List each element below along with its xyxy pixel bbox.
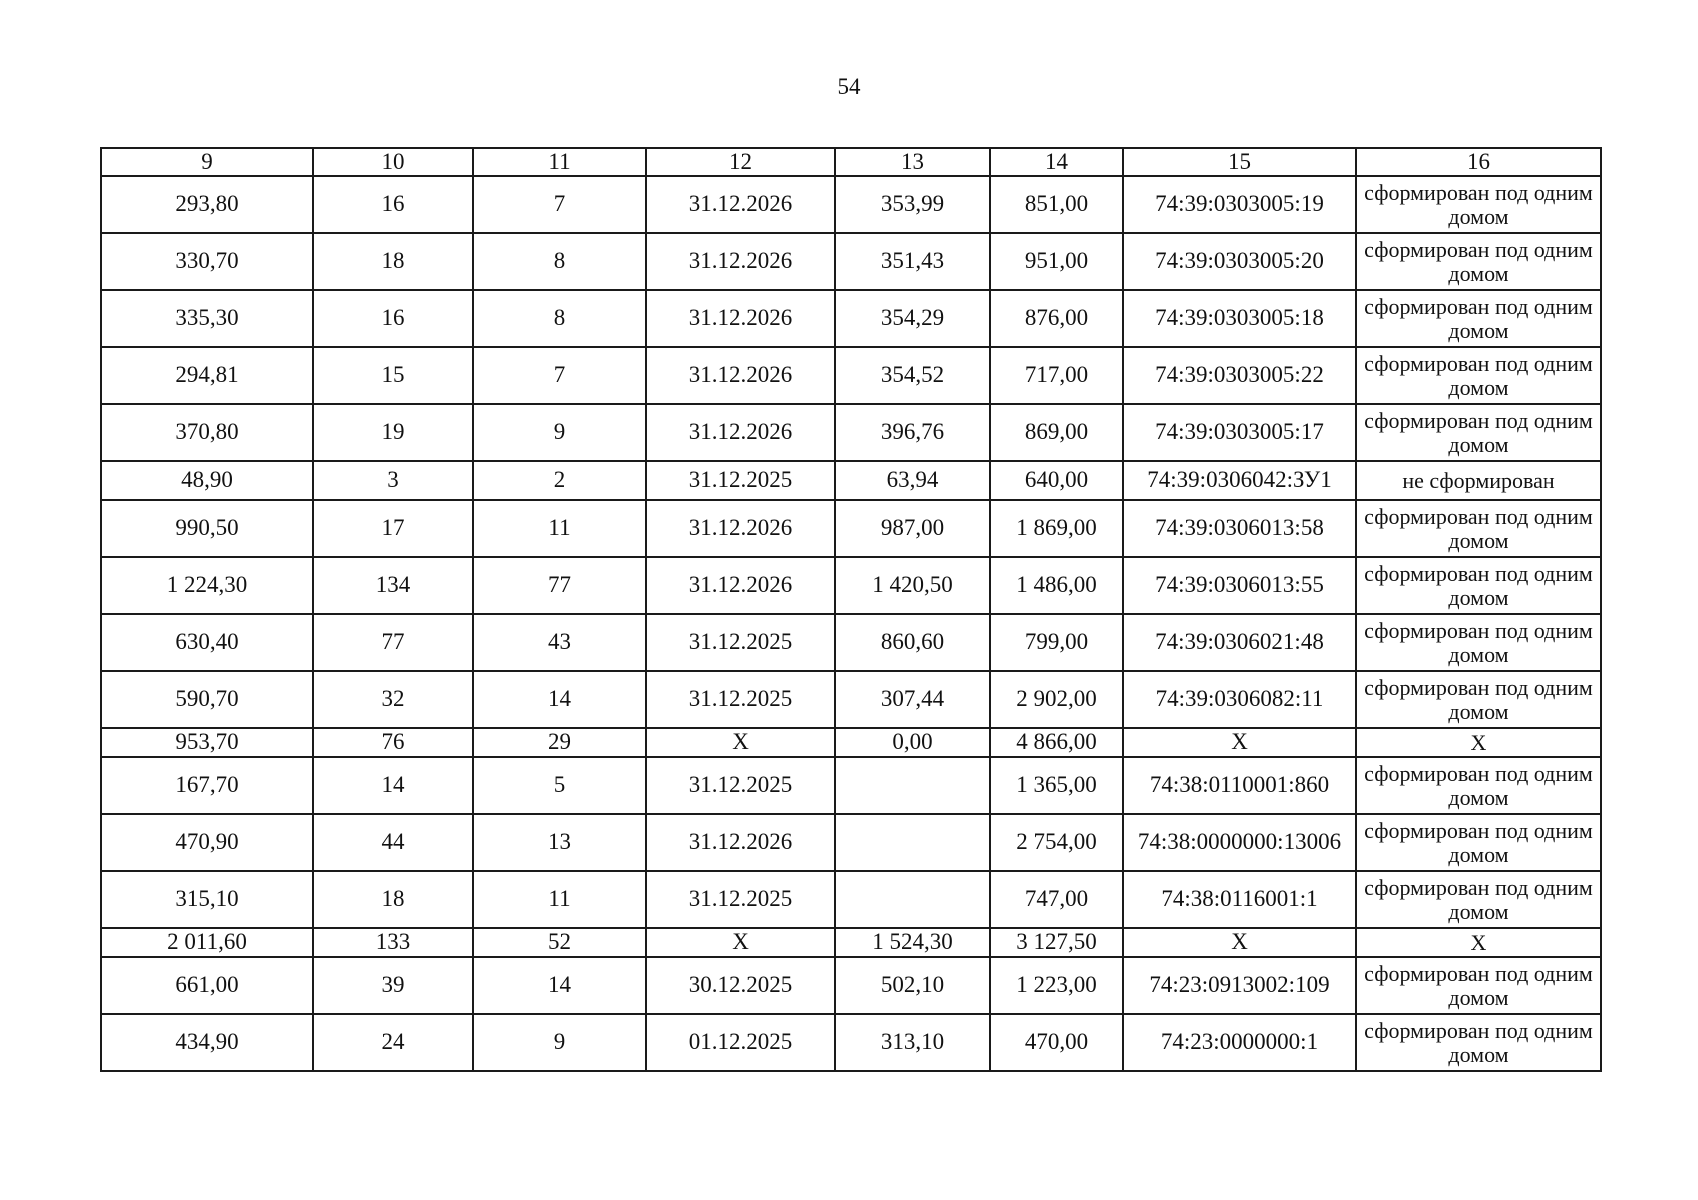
cell-col-13: 987,00 (835, 500, 990, 557)
cell-col-9: 470,90 (101, 814, 313, 871)
cell-col-11: 8 (473, 290, 646, 347)
cell-col-11: 29 (473, 728, 646, 757)
cell-col-11: 14 (473, 957, 646, 1014)
cell-col-11: 52 (473, 928, 646, 957)
table-row (101, 557, 1601, 614)
cell-col-12: 01.12.2025 (646, 1014, 835, 1071)
cell-col-13: 860,60 (835, 614, 990, 671)
cell-col-12: Х (646, 928, 835, 957)
cell-col-12: 31.12.2026 (646, 233, 835, 290)
cell-col-14: 3 127,50 (990, 928, 1123, 957)
cell-col-9: 330,70 (101, 233, 313, 290)
cell-col-16: сформирован под одним домом (1356, 500, 1601, 557)
cell-col-9: 434,90 (101, 1014, 313, 1071)
column-header-12: 12 (646, 148, 835, 176)
header-row (101, 148, 1601, 176)
table-row (101, 1014, 1601, 1071)
cell-col-15: 74:39:0303005:22 (1123, 347, 1356, 404)
cell-col-15: 74:39:0306013:55 (1123, 557, 1356, 614)
table-row (101, 290, 1601, 347)
cell-col-13: 396,76 (835, 404, 990, 461)
cell-col-11: 5 (473, 757, 646, 814)
data-table (100, 147, 1602, 1072)
cell-col-16: не сформирован (1356, 461, 1601, 500)
cell-col-10: 134 (313, 557, 473, 614)
cell-col-9: 2 011,60 (101, 928, 313, 957)
cell-col-13: 1 524,30 (835, 928, 990, 957)
table-header (101, 148, 1601, 176)
cell-col-14: 640,00 (990, 461, 1123, 500)
cell-col-10: 32 (313, 671, 473, 728)
cell-col-11: 43 (473, 614, 646, 671)
cell-col-10: 133 (313, 928, 473, 957)
cell-col-13: 0,00 (835, 728, 990, 757)
cell-col-16: сформирован под одним домом (1356, 671, 1601, 728)
column-header-9: 9 (101, 148, 313, 176)
cell-col-13 (835, 757, 990, 814)
cell-col-15: 74:38:0116001:1 (1123, 871, 1356, 928)
cell-col-9: 1 224,30 (101, 557, 313, 614)
cell-col-12: 31.12.2026 (646, 404, 835, 461)
table-body (101, 176, 1601, 1071)
cell-col-14: 799,00 (990, 614, 1123, 671)
table-row (101, 404, 1601, 461)
column-header-15: 15 (1123, 148, 1356, 176)
cell-col-14: 951,00 (990, 233, 1123, 290)
cell-col-10: 14 (313, 757, 473, 814)
cell-col-13: 353,99 (835, 176, 990, 233)
table-row (101, 957, 1601, 1014)
cell-col-10: 18 (313, 871, 473, 928)
cell-col-9: 661,00 (101, 957, 313, 1014)
cell-col-9: 167,70 (101, 757, 313, 814)
cell-col-14: 1 486,00 (990, 557, 1123, 614)
cell-col-10: 39 (313, 957, 473, 1014)
table-row (101, 500, 1601, 557)
cell-col-9: 370,80 (101, 404, 313, 461)
cell-col-14: 1 869,00 (990, 500, 1123, 557)
cell-col-9: 953,70 (101, 728, 313, 757)
cell-col-12: 31.12.2026 (646, 347, 835, 404)
cell-col-9: 335,30 (101, 290, 313, 347)
cell-col-10: 77 (313, 614, 473, 671)
cell-col-9: 590,70 (101, 671, 313, 728)
cell-col-9: 293,80 (101, 176, 313, 233)
cell-col-13: 354,29 (835, 290, 990, 347)
cell-col-10: 16 (313, 176, 473, 233)
cell-col-15: 74:39:0306021:48 (1123, 614, 1356, 671)
cell-col-9: 990,50 (101, 500, 313, 557)
cell-col-15: 74:39:0303005:20 (1123, 233, 1356, 290)
cell-col-10: 44 (313, 814, 473, 871)
cell-col-15: Х (1123, 728, 1356, 757)
cell-col-9: 315,10 (101, 871, 313, 928)
cell-col-13: 354,52 (835, 347, 990, 404)
cell-col-15: 74:39:0303005:19 (1123, 176, 1356, 233)
cell-col-12: 31.12.2025 (646, 871, 835, 928)
cell-col-16: сформирован под одним домом (1356, 871, 1601, 928)
cell-col-11: 9 (473, 404, 646, 461)
cell-col-12: Х (646, 728, 835, 757)
cell-col-14: 2 902,00 (990, 671, 1123, 728)
cell-col-15: 74:39:0303005:17 (1123, 404, 1356, 461)
cell-col-13: 63,94 (835, 461, 990, 500)
column-header-14: 14 (990, 148, 1123, 176)
cell-col-16: Х (1356, 928, 1601, 957)
cell-col-15: 74:39:0306082:11 (1123, 671, 1356, 728)
cell-col-13: 307,44 (835, 671, 990, 728)
cell-col-12: 31.12.2026 (646, 814, 835, 871)
cell-col-14: 717,00 (990, 347, 1123, 404)
cell-col-11: 14 (473, 671, 646, 728)
cell-col-15: 74:23:0913002:109 (1123, 957, 1356, 1014)
cell-col-12: 31.12.2025 (646, 671, 835, 728)
cell-col-15: 74:38:0000000:13006 (1123, 814, 1356, 871)
page-number: 54 (837, 74, 861, 99)
column-header-10: 10 (313, 148, 473, 176)
cell-col-16: сформирован под одним домом (1356, 233, 1601, 290)
cell-col-13 (835, 814, 990, 871)
cell-col-10: 24 (313, 1014, 473, 1071)
cell-col-15: 74:23:0000000:1 (1123, 1014, 1356, 1071)
cell-col-14: 4 866,00 (990, 728, 1123, 757)
cell-col-11: 9 (473, 1014, 646, 1071)
cell-col-16: сформирован под одним домом (1356, 757, 1601, 814)
table-row (101, 757, 1601, 814)
cell-col-12: 31.12.2026 (646, 176, 835, 233)
cell-col-16: сформирован под одним домом (1356, 290, 1601, 347)
cell-col-16: сформирован под одним домом (1356, 614, 1601, 671)
cell-col-16: сформирован под одним домом (1356, 176, 1601, 233)
cell-col-14: 851,00 (990, 176, 1123, 233)
cell-col-15: Х (1123, 928, 1356, 957)
cell-col-14: 470,00 (990, 1014, 1123, 1071)
cell-col-12: 31.12.2026 (646, 500, 835, 557)
cell-col-9: 630,40 (101, 614, 313, 671)
cell-col-11: 2 (473, 461, 646, 500)
cell-col-13: 1 420,50 (835, 557, 990, 614)
cell-col-12: 31.12.2025 (646, 757, 835, 814)
cell-col-14: 1 223,00 (990, 957, 1123, 1014)
cell-col-14: 1 365,00 (990, 757, 1123, 814)
table-row (101, 671, 1601, 728)
cell-col-11: 7 (473, 347, 646, 404)
cell-col-13: 313,10 (835, 1014, 990, 1071)
cell-col-11: 11 (473, 500, 646, 557)
cell-col-13: 351,43 (835, 233, 990, 290)
cell-col-11: 77 (473, 557, 646, 614)
cell-col-12: 31.12.2026 (646, 290, 835, 347)
cell-col-10: 17 (313, 500, 473, 557)
table-row (101, 176, 1601, 233)
cell-col-11: 7 (473, 176, 646, 233)
column-header-16: 16 (1356, 148, 1601, 176)
cell-col-10: 16 (313, 290, 473, 347)
cell-col-16: сформирован под одним домом (1356, 404, 1601, 461)
cell-col-14: 869,00 (990, 404, 1123, 461)
column-header-11: 11 (473, 148, 646, 176)
table-row (101, 347, 1601, 404)
cell-col-16: сформирован под одним домом (1356, 557, 1601, 614)
cell-col-13: 502,10 (835, 957, 990, 1014)
cell-col-9: 294,81 (101, 347, 313, 404)
cell-col-10: 19 (313, 404, 473, 461)
cell-col-14: 876,00 (990, 290, 1123, 347)
table-row (101, 871, 1601, 928)
cell-col-15: 74:39:0306042:ЗУ1 (1123, 461, 1356, 500)
table-row (101, 461, 1601, 500)
cell-col-16: сформирован под одним домом (1356, 814, 1601, 871)
column-header-13: 13 (835, 148, 990, 176)
cell-col-11: 8 (473, 233, 646, 290)
table-row (101, 814, 1601, 871)
cell-col-10: 18 (313, 233, 473, 290)
cell-col-12: 31.12.2026 (646, 557, 835, 614)
cell-col-10: 15 (313, 347, 473, 404)
cell-col-11: 11 (473, 871, 646, 928)
cell-col-12: 30.12.2025 (646, 957, 835, 1014)
cell-col-16: сформирован под одним домом (1356, 347, 1601, 404)
table-row (101, 233, 1601, 290)
cell-col-16: сформирован под одним домом (1356, 957, 1601, 1014)
cell-col-15: 74:39:0303005:18 (1123, 290, 1356, 347)
cell-col-12: 31.12.2025 (646, 461, 835, 500)
cell-col-9: 48,90 (101, 461, 313, 500)
cell-col-16: Х (1356, 728, 1601, 757)
cell-col-10: 3 (313, 461, 473, 500)
cell-col-12: 31.12.2025 (646, 614, 835, 671)
cell-col-14: 747,00 (990, 871, 1123, 928)
table-row (101, 928, 1601, 957)
cell-col-10: 76 (313, 728, 473, 757)
cell-col-11: 13 (473, 814, 646, 871)
table-row (101, 614, 1601, 671)
cell-col-15: 74:38:0110001:860 (1123, 757, 1356, 814)
table-row (101, 728, 1601, 757)
cell-col-14: 2 754,00 (990, 814, 1123, 871)
cell-col-15: 74:39:0306013:58 (1123, 500, 1356, 557)
cell-col-13 (835, 871, 990, 928)
cell-col-16: сформирован под одним домом (1356, 1014, 1601, 1071)
